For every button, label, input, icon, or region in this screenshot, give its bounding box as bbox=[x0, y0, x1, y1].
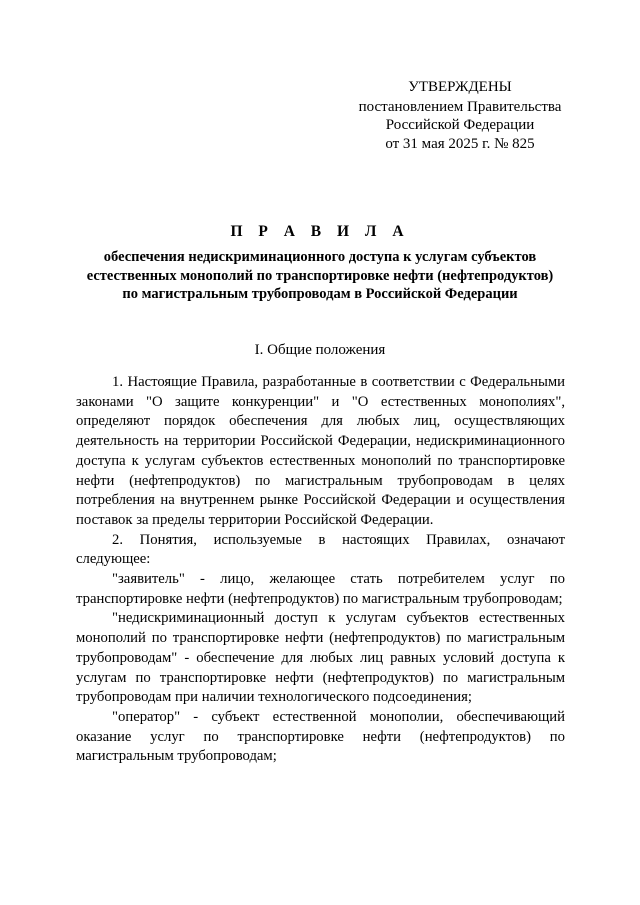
document-body bbox=[76, 373, 565, 767]
approval-heading: УТВЕРЖДЕНЫ bbox=[408, 79, 512, 95]
subtitle-line: по магистральным трубопроводам в Российской Федерации bbox=[122, 286, 518, 302]
approval-stamp bbox=[330, 78, 590, 153]
document-title: П Р А В И Л А bbox=[230, 223, 410, 240]
approval-line-government: Российской Федерации bbox=[385, 117, 535, 133]
document-subtitle bbox=[60, 248, 580, 304]
definition-applicant: "заявитель" - лицо, желающее стать потребителем услуг по транспортировке нефти (нефтепродуктов) по магистральным трубопроводам; bbox=[76, 571, 565, 607]
definition-operator: "оператор" - субъект естественной монополии, обеспечивающий оказание услуг по транспортировке нефти (нефтепродуктов) по магистральным трубопроводам; bbox=[76, 708, 565, 765]
approval-line-decree: постановлением Правительства bbox=[358, 98, 562, 115]
section-heading: I. Общие положения bbox=[254, 342, 386, 358]
paragraph-2: 2. Понятия, используемые в настоящих Правилах, означают следующее: bbox=[76, 531, 565, 568]
subtitle-line: обеспечения недискриминационного доступа к услугам субъектов bbox=[103, 249, 537, 265]
approval-line-date: от 31 мая 2025 г. № 825 bbox=[385, 135, 535, 152]
subtitle-line: естественных монополий по транспортировке нефти (нефтепродуктов) bbox=[86, 267, 554, 284]
definition-nondiscriminatory-access: "недискриминационный доступ к услугам субъектов естественных монополий по транспортировке нефти (нефтепродуктов) по магистральным трубопроводам" - обеспечение для любых лиц равных условий доступа к услугам по транспортировке нефти (нефтепродуктов) по магистральным трубопроводам при наличии технологического подсоединения; bbox=[76, 610, 565, 706]
paragraph-1: 1. Настоящие Правила, разработанные в соответствии с Федеральными законами "О защите конкуренции" и "О естественных монополиях", определяют порядок обеспечения для любых лиц, осуществляющих деятельность на территории Российской Федерации, недискриминационного доступа к услугам субъектов естественных монополий по транспортировке нефти (нефтепродуктов) по магистральным трубопроводам в целях потребления на внутреннем рынке Российской Федерации и осуществления поставок за пределы территории Российской Федерации. bbox=[76, 374, 565, 528]
